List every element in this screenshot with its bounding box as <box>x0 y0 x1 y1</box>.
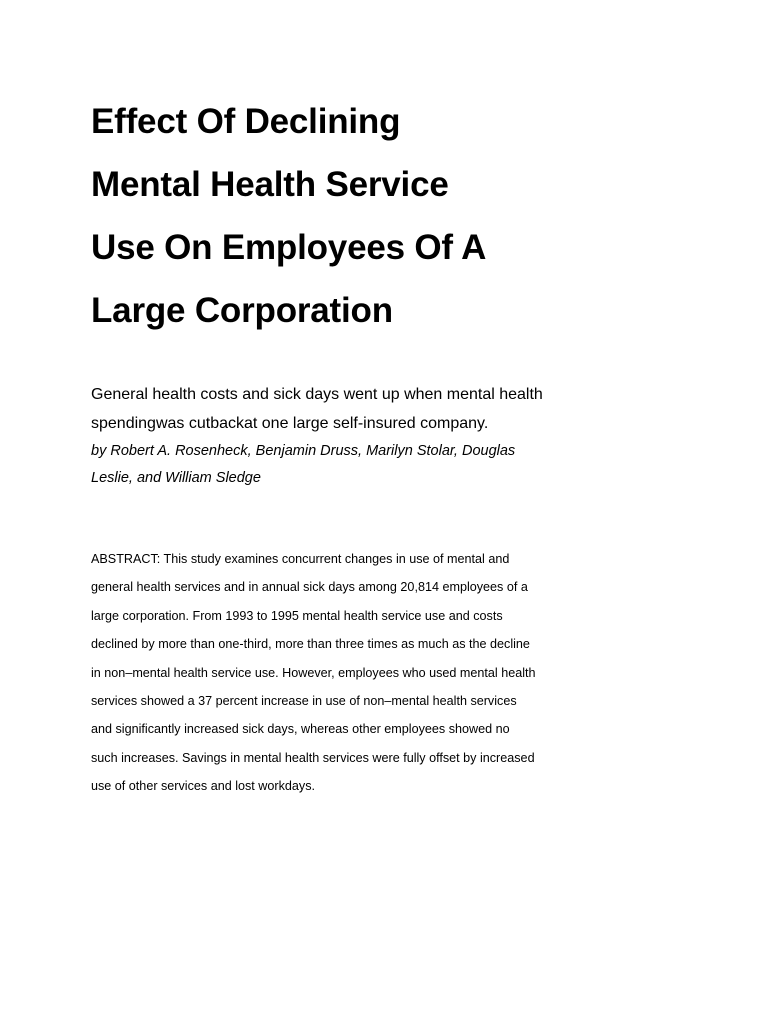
abstract-line: in non–mental health service use. However, employees who used mental health <box>91 665 536 680</box>
article-byline <box>91 438 611 492</box>
article-abstract <box>91 545 611 801</box>
abstract-line: such increases. Savings in mental health services were fully offset by increased <box>91 750 535 765</box>
title-line: Effect Of Declining <box>91 102 401 141</box>
title-line: Large Corporation <box>91 291 393 330</box>
abstract-line <box>91 545 611 573</box>
abstract-line: large corporation. From 1993 to 1995 mental health service use and costs <box>91 608 503 623</box>
subtitle-line: spendingwas cutbackat one large self-insured company. <box>91 415 489 432</box>
article-title <box>91 90 611 342</box>
abstract-line: general health services and in annual sick days among 20,814 employees of a <box>91 580 528 595</box>
abstract-line: services showed a 37 percent increase in use of non–mental health services <box>91 694 517 709</box>
abstract-text: This study examines concurrent changes in use of mental and <box>160 552 510 566</box>
byline-line: by Robert A. Rosenheck, Benjamin Druss, Marilyn Stolar, Douglas <box>91 443 516 459</box>
abstract-line: use of other services and lost workdays. <box>91 779 315 794</box>
byline-line: Leslie, and William Sledge <box>91 470 261 486</box>
subtitle-line: General health costs and sick days went up when mental health <box>91 386 543 403</box>
title-line: Mental Health Service <box>91 165 449 204</box>
title-line: Use On Employees Of A <box>91 228 487 267</box>
article-subtitle <box>91 380 611 438</box>
abstract-line: and significantly increased sick days, whereas other employees showed no <box>91 722 510 737</box>
abstract-line: declined by more than one-third, more than three times as much as the decline <box>91 637 530 652</box>
abstract-label: ABSTRACT: <box>91 552 161 566</box>
